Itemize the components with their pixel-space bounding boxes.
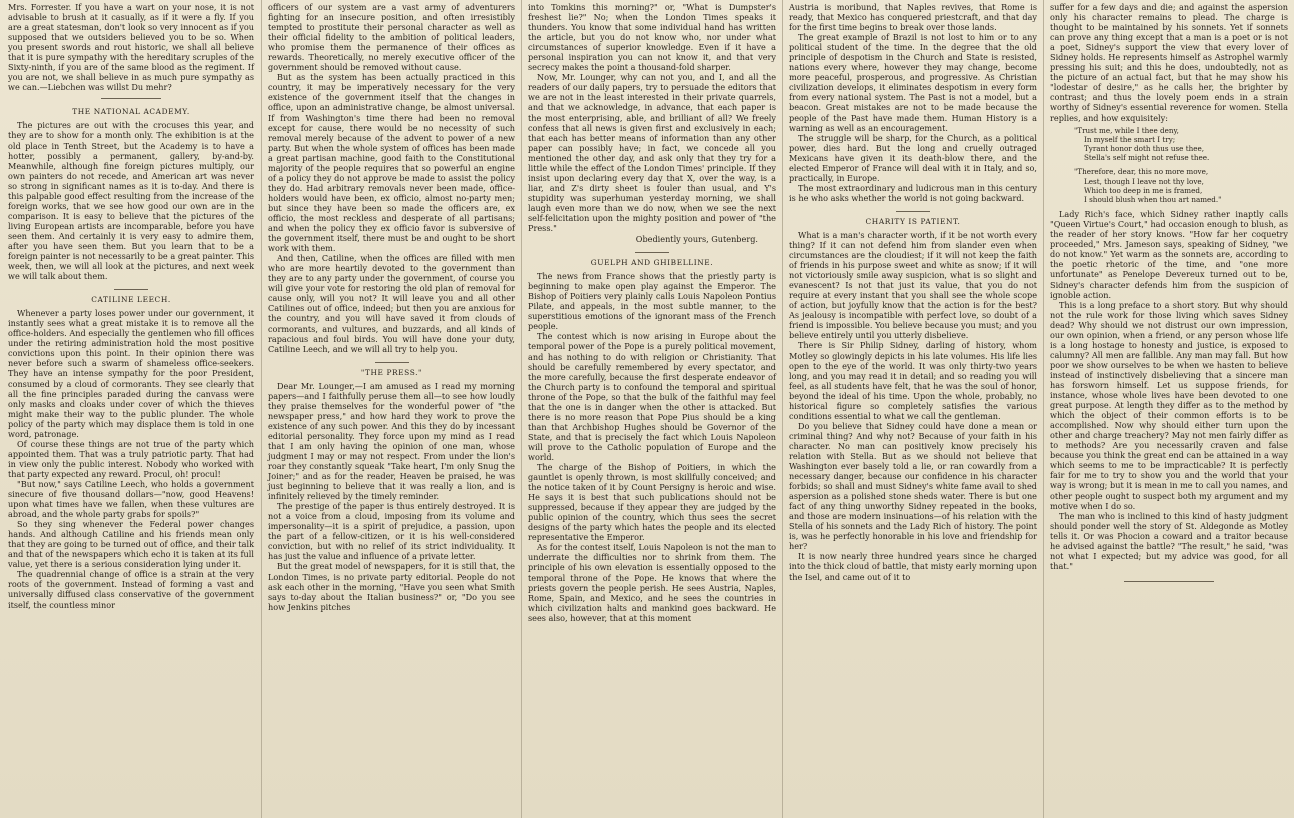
verse-line: I should blush when thou art named." [1084,194,1222,204]
section-heading: THE NATIONAL ACADEMY. [72,107,190,117]
section-heading [8,289,254,305]
column-gutter [261,0,262,818]
section-heading-text: CHARITY IS PATIENT. [865,216,961,226]
paragraph: This is a long preface to a short story. But why should not the rule work for those living which saves Sidney dead? Why should we not distrust our own impression, our own opinion, when a friend, or any person whose life is a long hostage to honesty and justice, is exposed to calumny? All men are fallible. Any man may fall. But how poor we show ourselves to be when we hasten to believe instead of instinctively disbelieving that a sincere man has forsworn himself. Let us suppose friends, for instance, whose whole lives have been devoted to one great purpose. At length they differ as to the method by which the object of their common efforts is to be accomplished. Now why should either turn upon the other and charge treachery? May not men fairly differ as to methods? Are you necessarily craven and false because you think the great end can be attained in a way which seems to me to be impracticable? It is perfectly fair for me to try to show you and the world that your way is wrong; but it is mean in me to call you names, and other people ought to suspect both my argument and my motive when I do so. [1050,299,1288,511]
paragraph: But the great model of newspapers, for it is still that, the London Times, is no private party editorial. People do not ask each other in the morning, "Have you seen what Smith says to-day about the Italian business?" or, "Do you see how Jenkins pitches [268,561,515,612]
paragraph: Mrs. Forrester. If you have a wart on your nose, it is not advisable to brush at it casually, as if it were a fly. If you are a great statesman, don't look so very innocent as if you supposed that we outsiders believed you to be so. When you present swords and rout historic, we shall all believe that it is pure sympathy with the hereditary scruples of the Sixty-ninth, if you are of the same blood as the regiment. If you are not, we shall believe in as much pure sympathy as we can.—Liebchen was willst Du mehr? [8,2,254,93]
verse-line: Lest, though I leave not thy love, [1084,176,1204,186]
column-5 [1046,2,1292,816]
column-gutter [521,0,522,818]
divider [896,211,930,212]
paragraph: Do you believe that Sidney could have done a mean or criminal thing? And why not? Because of your faith in his character. No man can positively know precisely his relation with Stella. But as we should not believe that Washington ever basely told a lie, or ran cowardly from a necessary danger, because our confidence in his character forbids; so shall and must Sidney's white fame avail to shed aspersion as a polished stone sheds water. There is but one fact of any thing unworthy Sidney repeated in the books, and those are modern insinuations—of his relation with the Stella of his sonnets and the Lady Rich of history. The point is, was he perfectly honorable in his love and friendship for her? [789,420,1037,552]
paragraph: What is a man's character worth, if it be not worth every thing? If it can not defend him from slander even when circumstances are the cloudiest; if it will not keep the faith of friends in his purpose sweet and white as snow; if it will not victoriously smile away suspicion, what is so slight and evanescent? Is not that just its value, that you do not require at every instant that you shall see the whole scope of action, but joyfully know that the action is for the best? As jealousy is incompatible with perfect love, so doubt of a friend is impossible. You believe because you must; and you believe entirely until you utterly disbelieve. [789,229,1037,341]
paragraph: Austria is moribund, that Naples revives, that Rome is ready, that Mexico has conquered priestcraft, and that day for the first time begins to break over those lands. [789,2,1037,33]
verse-line: Tyrant honor doth thus use thee, [1084,143,1205,153]
section-heading-text: GUELPH AND GHIBELLINE. [590,258,714,268]
divider [101,98,161,99]
paragraph: Lady Rich's face, which Sidney rather inaptly calls "Queen Virtue's Court," had occasion enough to blush, as the reader of her story knows. "How far her coquetry proceeded," Mrs. Jameson says, speaking of Sidney, "we do not know." Yet warm as the sonnets are, according to the poetic rhetoric of the time, and "one more unfortunate" as Penelope Devereux turned out to be, Sidney's character defends him from the suspicion of ignoble action. [1050,209,1288,300]
paragraph: The charge of the Bishop of Poitiers, in which the gauntlet is openly thrown, is most skillfully conceived; and the notice taken of it by Count Persigny is heroic and wise. He says it is best that such publications should not be suppressed, because if they appear they are judged by the public opinion of the country, which thus sees the secret designs of the party which hates the people and its elected representative the Emperor. [528,462,776,543]
column-4 [785,2,1041,816]
divider [375,362,409,363]
paragraph: There is Sir Philip Sidney, darling of history, whom Motley so glowingly depicts in his late volumes. His life lies open to the eye of the world. It was only thirty-two years long, and you may read it in detail; and so reading you will feel, as all students have felt, that he was the soul of honor, beyond the ideal of his time. Upon the whole, probably, no historical figure so completely satisfies the various conditions essential to what we call the gentleman. [789,340,1037,421]
end-divider [1124,581,1214,582]
divider [114,289,148,290]
verse-line: Which too deep in me is framed, [1084,185,1203,195]
column-3 [524,2,780,816]
paragraph: The pictures are out with the crocuses this year, and they are to show for a month only. The exhibition is at the old place in Tenth Street, but the Academy is to have a hotter, possibly a permanent, gallery, by-and-by. Meanwhile, although fine foreign pictures multiply, our own painters do not recede, and American art was never so strong in significant names as it is to-day. And there is this palpable good effect resulting from the increase of the foreign works, that we see how good our own are in the comparison. It is easy to believe that the pictures of the living European artists are incomparable, before you have seen them. And certainly it is very easy to admire them, after you have seen them. But you learn that to be a foreign painter is not necessarily to be a great painter. This week, then, we will all look at the pictures, and next week we will talk about them. [8,120,254,282]
section-heading [268,362,515,378]
paragraph: into Tomkins this morning?" or, "What is Dumpster's freshest lie?" No; when the London Times speaks it thunders. You know that some individual hand has written the article, but you do not know who, nor under what circumstances of superior knowledge. Even if it have a personal inspiration you can not know it, and that very secrecy makes the point a thousand-fold sharper. [528,2,776,73]
paragraph: Dear Mr. Lounger,—I am amused as I read my morning papers—and I faithfully peruse them all—to see how loudly they praise themselves for the wonderful power of "the newspaper press," and how hard they work to prove the existence of any such power. And this they do by incessant editorial personality. They force upon my mind as I read that I am only having the opinion of one man, whose judgment I may or may not respect. From under the lion's roar they constantly squeak "Take heart, I'm only Snug the Joiner;" and as for the reader, Heaven be praised, he was just beginning to believe that it was really a lion, and is infinitely relieved by the timely reminder. [268,380,515,502]
paragraph: The prestige of the paper is thus entirely destroyed. It is not a voice from a cloud, imposing from its volume and impersonality—it is a spirit of prejudice, a passion, upon the part of a fellow-citizen, or it is his well-considered conviction, but with no relief of its strict individuality. It has just the value and influence of a private letter. [268,501,515,562]
paragraph: And then, Catiline, when the offices are filled with men who are more heartily devoted to the government than they are to any party under the government, of course you will give your vote for restoring the old plan of removal for cause only, will you not? It will leave you and all other Catilines out of office, indeed; but then you are anxious for the country, and you will have saved it from clouds of cormorants, and vultures, and buzzards, and all kinds of rapacious and foul birds. You will have done your duty, Catiline Leech, and we will all try to help you. [268,253,515,354]
section-heading-text: CATILINE LEECH. [91,295,171,305]
column-1 [4,2,258,816]
paragraph: Whenever a party loses power under our government, it instantly sees what a great mistake it is to remove all the office-holders. And especially the gentlemen who fill offices under the retiring administration hold the most positive convictions upon this point. In their opinion there was never before such a swarm of shameless office-seekers. They have an intense sympathy for the poor President, consumed by a cloud of cormorants. They see clearly that all the fine principles paraded during the canvass were only masks and cloaks under cover of which the thieves might make their way to the public plunder. The whole policy of the party which may displace them is told in one word, patronage. [8,308,254,439]
paragraph: So they sing whenever the Federal power changes hands. And although Catiline and his friends mean only that they are going to be turned out of office, and their talk and that of the newspapers which echo it is taken at its full value, yet there is a serious consideration lying under it. [8,519,254,570]
paragraph: The quadrennial change of office is a strain at the very roots of the government. Instead of forming a vast and universally diffused class conservative of the government itself, the countless minor [8,569,254,610]
paragraph: The most extraordinary and ludicrous man in this century is he who asks whether the world is not going backward. [789,182,1037,203]
paragraph: The contest which is now arising in Europe about the temporal power of the Pope is a purely political movement, and has nothing to do with religion or Christianity. That should be carefully remembered by every spectator, and the more carefully, because the first desperate endeavor of the Church party is to confound the temporal and spiritual throne of the Pope, so that the bulk of the faithful may feel that the one is in danger when the other is attacked. But there is no more reason that Pope Pius should be a king than that Archbishop Hughes should be Governor of the State, and that is precisely the fact which Louis Napoleon will prove to the Catholic population of Europe and the world. [528,331,776,462]
paragraph: Of course these things are not true of the party which appointed them. That was a truly patriotic party. That had in view only the public interest. Nobody who worked with that party expected any reward. Procul, oh! procul! [8,438,254,479]
verse-line: "Trust me, while I thee deny, [1074,125,1179,135]
paragraph: The news from France shows that the priestly party is beginning to make open play against the Emperor. The Bishop of Poitiers very plainly calls Louis Napoleon Pontius Pilate, and appeals, in the most subtle manner, to the superstitious emotions of the ignorant mass of the French people. [528,271,776,332]
section-heading-text: "THE PRESS." [360,367,423,377]
paragraph: officers of our system are a vast army of adventurers fighting for an insecure position, and often irresistibly tempted to prostitute their personal character as well as their official fidelity to the ambition of political leaders, who promise them the permanence of their offices as rewards. Theoretically, no merely executive officer of the government should be removed without cause. [268,2,515,73]
column-gutter [1043,0,1044,818]
column-2 [264,2,519,816]
paragraph: But as the system has been actually practiced in this country, it may be imperatively necessary for the very existence of the government itself that the changes in office, upon an administrative change, be almost universal. If from Washington's time there had been no removal except for cause, there would be no necessity of such removal merely because of the advent to power of a new party. But when the whole system of offices has been made a great partisan machine, good faith to the Constitutional majority of the people requires that so powerful an engine of a policy they do not approve be made to assist the policy they do. Had arbitrary removals never been made, office-holders would have been, ex officio, almost no-party men; but since they have been so made the officers are, ex officio, the most reckless and desperate of all partisans; and when the policy they ex officio favor is subversive of the government itself, there must be and ought to be short work with them. [268,72,515,254]
paragraph: As for the contest itself, Louis Napoleon is not the man to underrate the difficulties nor to shrink from them. The principle of his own elevation is essentially opposed to the temporal throne of the Pope. He knows that where the priests govern the people perish. He sees Austria, Naples, Rome, Spain, and Mexico, and he sees the countries in which civilization halts and mankind goes backward. He sees also, however, that at this moment [528,542,776,623]
section-heading [528,252,776,268]
divider [635,252,669,253]
paragraph: The struggle will be sharp, for the Church, as a political power, dies hard. But the long and cruelly outraged Mexicans have given it its death-blow there, and the elected Emperor of France will deal with it in Italy, and so, practically, in Europe. [789,132,1037,183]
verse-line: Stella's self might not refuse thee. [1084,153,1210,163]
poem-stanza [1074,167,1288,204]
paragraph: The great example of Brazil is not lost to him or to any political student of the time. In the degree that the old principle of despotism in the Church and State is resisted, nations every where, however they may change, become more peaceful, prosperous, and progressive. As Christian civilization develops, it eliminates despotism in every form from every national system. The Past is not a model, but a beacon. Great mistakes are not to be made because the people of the Past have made them. Human History is a warning as well as an encouragement. [789,32,1037,133]
paragraph: The man who is inclined to this kind of hasty judgment should ponder well the story of St. Aldegonde as Motley tells it. Or was Phocion a coward and a traitor because he advised against the battle? "The result," he said, "was not what I expected; but my advice was good, for all that." [1050,510,1288,571]
paragraph: "But now," says Catiline Leech, who holds a government sinecure of five thousand dollars—"now, good Heavens! upon what times have we fallen, when these vultures are abroad, and the whole party grabs for spoils?" [8,478,254,520]
section-heading [789,211,1037,227]
paragraph: Now, Mr. Lounger, why can not you, and I, and all the readers of our daily papers, try to persuade the editors that we are not in the least interested in their private quarrels, and that we acknowledge, in advance, that each paper is the most enterprising, able, and brilliant of all? We freely confess that all news is given first and exclusively in each; that each has better means of information than any other paper can possibly have; in fact, we concede all you mentioned the other day, and ask only that they try for a little while the effect of the London Times' principle. If they insist upon declaring every day that X, over the way, is a liar, and Z's dirty sheet is fouler than usual, and Y's stupidity was superhuman yesterday morning, we shall laugh even more than we do now, when we see the next self-felicitation upon the mighty position and power of "the Press." [528,72,776,234]
verse-line: In myself the smart I try; [1084,134,1176,144]
verse-line: "Therefore, dear, this no more move, [1074,167,1209,177]
column-gutter [782,0,783,818]
paragraph: It is now nearly three hundred years since he charged into the thick cloud of battle, that misty early morning upon the Isel, and came out of it to [789,551,1037,582]
paragraph: suffer for a few days and die; and against the aspersion only his character remains to plead. The charge is thought to be maintained by his sonnets. Yet if sonnets can prove any thing except that a man is a poet or is not a poet, Sidney's support the view that every lover of Sidney holds. He represents himself as Astrophel warmly pressing his suit; and this he does, undoubtedly, not as the picture of an actual fact, but that he may show his "lodestar of desire," as he calls her, the brighter by contrast; and thus the lovely poem ends in a strain worthy of Sidney's essential reverence for women. Stella replies, and how exquisitely: [1050,2,1288,123]
signature: Obediently yours, Gutenberg. [635,234,758,245]
poem-stanza [1074,126,1288,163]
